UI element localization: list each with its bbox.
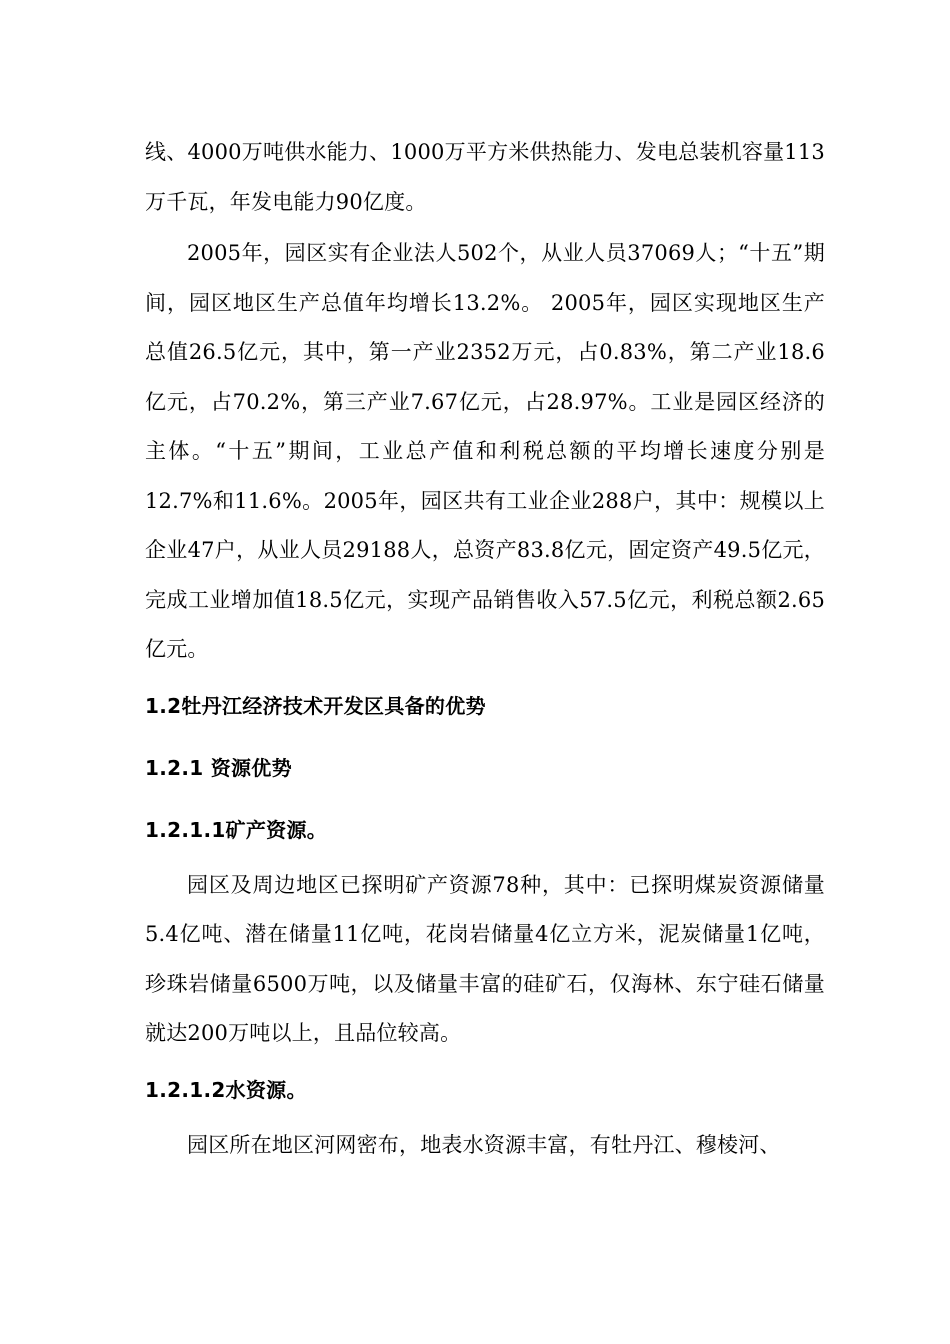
document-page [145,128,825,1170]
section-heading-advantages: 1.2牡丹江经济技术开发区具备的优势 [145,693,486,718]
subsection-heading-resources: 1.2.1 资源优势 [145,755,292,780]
paragraph-water-resources: 园区所在地区河网密布，地表水资源丰富，有牡丹江、穆棱河、 [187,1132,781,1157]
subsubsection-heading-minerals: 1.2.1.1矿产资源。 [145,817,328,842]
subsubsection-heading-water: 1.2.1.2水资源。 [145,1077,307,1102]
paragraph-economic-overview: 2005年，园区实有企业法人502个，从业人员37069人；“十五”期间，园区地区生产总值年均增长13.2%。 2005年，园区实现地区生产总值26.5亿元，其中，第一产业2352万元，占0.83%，第二产业18.6亿元，占70.2%，第三产业7.67亿元，占28.97%。工业是园区经济的主体。“十五”期间，工业总产值和利税总额的平均增长速度分别是12.7%和11.6%。2005年，园区共有工业企业288户，其中：规模以上企业47户，从业人员29188人，总资产83.8亿元，固定资产49.5亿元，完成工业增加值18.5亿元，实现产品销售收入57.5亿元，利税总额2.65亿元。 [145,241,826,661]
paragraph-infrastructure-capacity: 线、4000万吨供水能力、1000万平方米供热能力、发电总装机容量113万千瓦，年发电能力90亿度。 [145,140,825,214]
paragraph-mineral-resources: 园区及周边地区已探明矿产资源78种，其中：已探明煤炭资源储量5.4亿吨、潜在储量11亿吨，花岗岩储量4亿立方米，泥炭储量1亿吨，珍珠岩储量6500万吨，以及储量丰富的硅矿石，仅海林、东宁硅石储量就达200万吨以上，且品位较高。 [145,872,825,1045]
